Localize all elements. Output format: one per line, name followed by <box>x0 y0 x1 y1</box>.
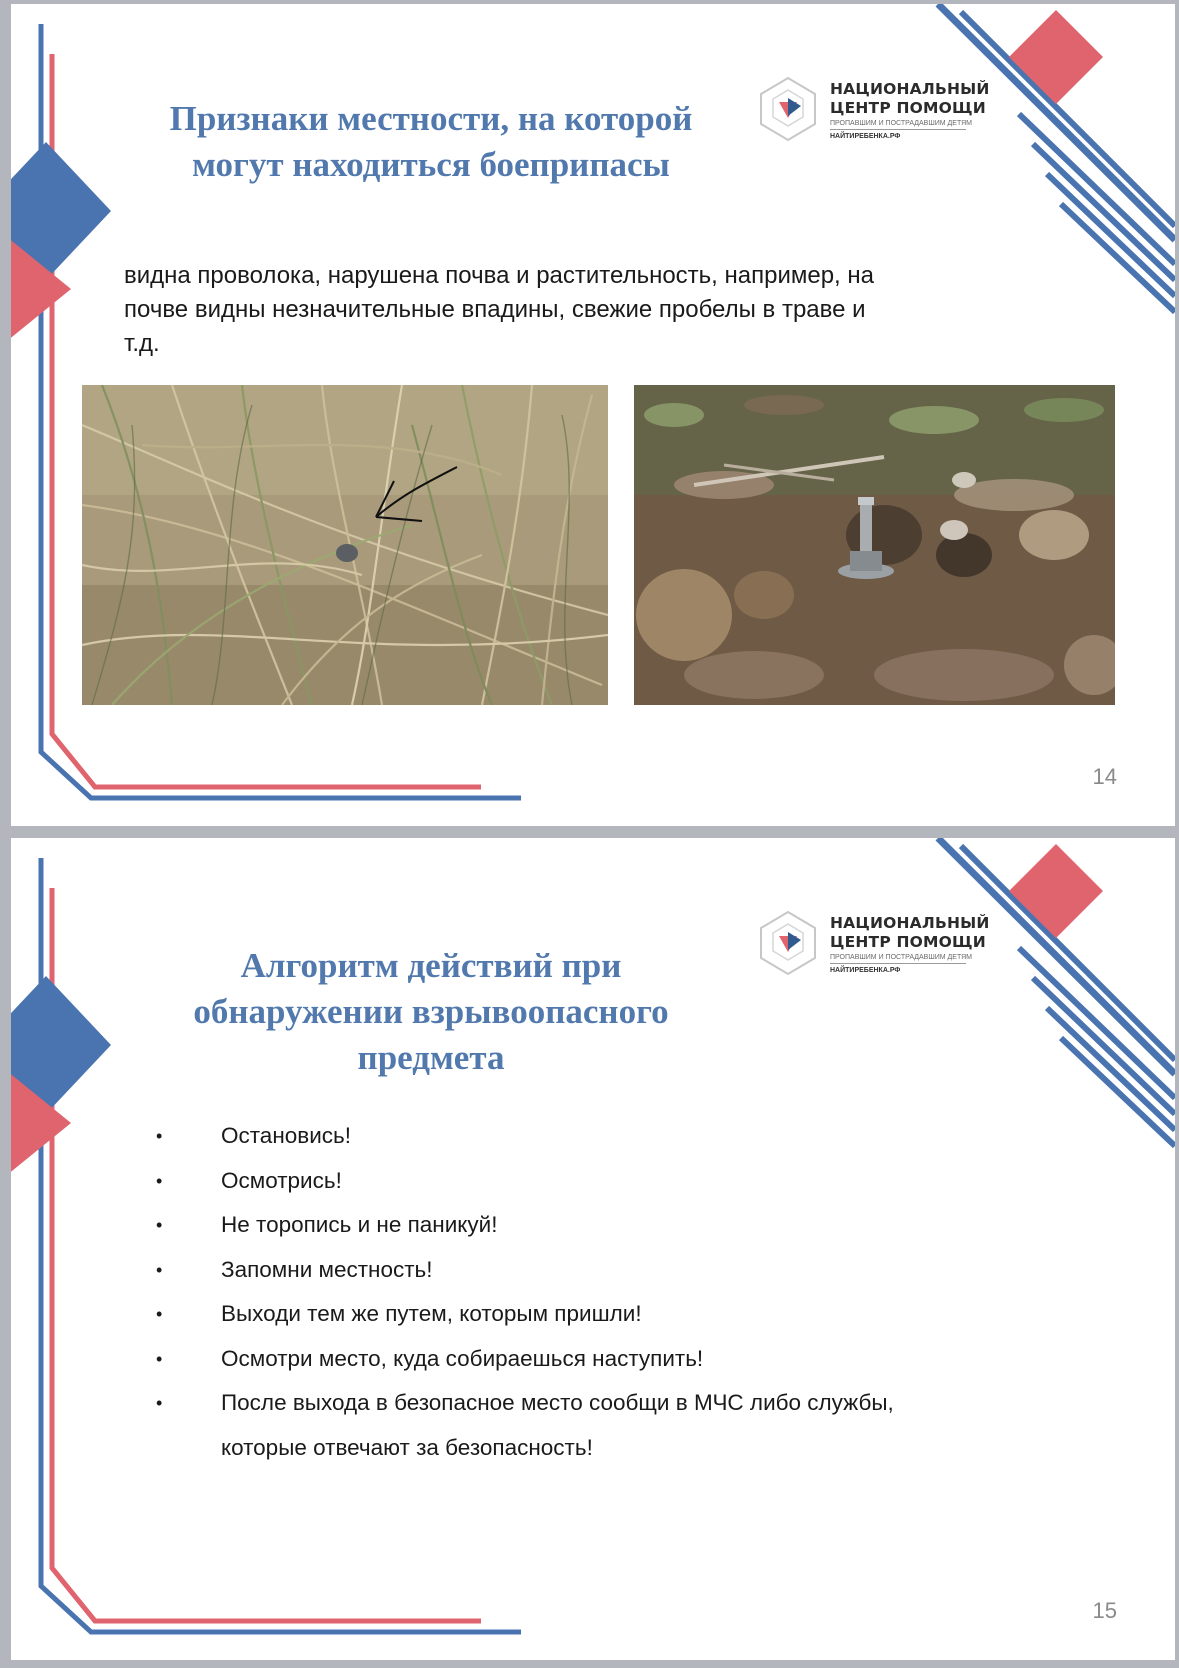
slide-title <box>121 943 741 1081</box>
list-item <box>151 1248 1031 1293</box>
logo <box>755 908 990 980</box>
body-line: т.д. <box>124 330 160 357</box>
logo-site: НАЙТИРЕБЕНКА.РФ <box>830 133 901 140</box>
title-line: Признаки местности, на которой <box>169 99 693 138</box>
list-item-text: Запомни местность! <box>221 1256 433 1282</box>
bullet-icon: • <box>156 1393 163 1413</box>
slide-15 <box>11 838 1175 1660</box>
bullet-icon: • <box>156 1259 163 1280</box>
list-item-text: Осмотрись! <box>221 1167 342 1193</box>
body-line: видна проволока, нарушена почва и растительность, например, на <box>124 262 874 289</box>
list-item-text: Осмотри место, куда собираешься наступить! <box>221 1345 704 1371</box>
bullet-icon: • <box>156 1126 163 1146</box>
list-item-continuation: которые отвечают за безопасность! <box>221 1434 593 1460</box>
photo-ground-with-fuse <box>634 385 1115 705</box>
title-line: Алгоритм действий при <box>240 946 622 985</box>
logo-title-line1: НАЦИОНАЛЬНЫЙ <box>830 914 990 932</box>
list-item <box>151 1337 1031 1382</box>
logo-tagline: ПРОПАВШИМ И ПОСТРАДАВШИМ ДЕТЯМ <box>830 120 966 130</box>
slide-14 <box>11 4 1175 826</box>
body-line: почве видны незначительные впадины, свежие пробелы в траве и <box>124 296 866 323</box>
logo-mark-icon <box>755 76 821 142</box>
list-item <box>151 1159 1031 1204</box>
logo-title-line1: НАЦИОНАЛЬНЫЙ <box>830 80 990 98</box>
logo-title-line2: ЦЕНТР ПОМОЩИ <box>830 933 986 951</box>
logo-site: НАЙТИРЕБЕНКА.РФ <box>830 967 901 974</box>
title-line: обнаружении взрывоопасного <box>193 992 669 1031</box>
list-item <box>151 1292 1031 1337</box>
list-item <box>151 1203 1031 1248</box>
logo-mark-icon <box>755 910 821 976</box>
slide-body-text <box>124 259 1004 361</box>
logo-tagline: ПРОПАВШИМ И ПОСТРАДАВШИМ ДЕТЯМ <box>830 954 966 964</box>
list-item-text: Выходи тем же путем, которым пришли! <box>221 1301 642 1326</box>
list-item-text: Остановись! <box>221 1123 352 1148</box>
title-line: могут находиться боеприпасы <box>192 145 670 184</box>
list-item <box>151 1381 1031 1470</box>
slide-title <box>121 96 741 188</box>
action-bullet-list <box>151 1114 1031 1470</box>
photo-grass-with-arrow <box>82 385 608 705</box>
list-item <box>151 1114 1031 1159</box>
bullet-icon: • <box>156 1304 163 1324</box>
title-line: предмета <box>357 1038 505 1077</box>
list-item-text: Не торопись и не паникуй! <box>221 1212 498 1237</box>
logo-title-line2: ЦЕНТР ПОМОЩИ <box>830 99 986 117</box>
list-item-text: После выхода в безопасное место сообщи в МЧС либо службы, <box>221 1390 894 1415</box>
logo <box>755 74 990 146</box>
bullet-icon: • <box>156 1348 163 1369</box>
bullet-icon: • <box>156 1170 163 1191</box>
bullet-icon: • <box>156 1215 163 1235</box>
page-number: 15 <box>1092 1598 1117 1623</box>
page-number: 14 <box>1092 764 1117 789</box>
